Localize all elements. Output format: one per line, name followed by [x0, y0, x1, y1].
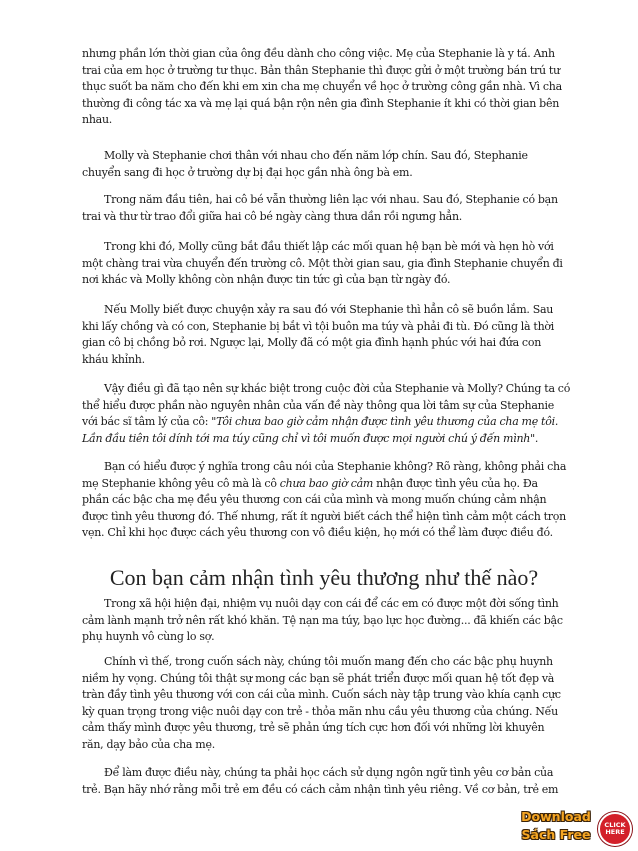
paragraph-quote: Vậy điều gì đã tạo nên sự khác biệt trong cuộc đời của Stephanie và Molly? Chúng ta có thể hiểu được phần nào nguyên nhân của vấn đề này thông qua lời tâm sự của Stephanie với bác sĩ tâm lý của cô: "Tôi chưa bao giờ cảm nhận được tình yêu thương của cha mẹ tôi. Lần đầu tiên tôi dính tới ma túy cũng chỉ vì tôi muốn được mọi người chú ý đến mình".	[82, 382, 571, 445]
paragraph-outcome: Nếu Molly biết được chuyện xảy ra sau đó với Stephanie thì hẳn cô sẽ buồn lắm. Sau khi lấy chồng và có con, Stephanie bị bắt vì tội buôn ma túy và phải đi tù. Đó cũng là thời gian cô bị chồng bỏ rơi. Ngược lại, Molly đã có một gia đình hạnh phúc với hai đứa con kháu khỉnh.	[82, 303, 555, 366]
section-heading: Con bạn cảm nhận tình yêu thương như thế nào?	[109, 565, 539, 590]
paragraph-first-year: Trong năm đầu tiên, hai cô bé vẫn thường liên lạc với nhau. Sau đó, Stephanie có bạn trai và thư từ trao đổi giữa hai cô bé ngày càng thưa dần rồi ngưng hẳn.	[82, 193, 558, 223]
click-here-badge[interactable]: CLICK HERE	[598, 812, 632, 846]
quote-text: "Tôi chưa bao giờ cảm nhận được tình yêu thương của cha mẹ tôi.	[211, 415, 559, 429]
paragraph-new-relationships: Trong khi đó, Molly cũng bắt đầu thiết lập các mối quan hệ bạn bè mới và hẹn hò với một chàng trai vừa chuyển đến trường cô. Một thời gian sau, gia đình Stephanie chuyển đi nơi khác và Molly không còn nhận được tin tức gì của bạn từ ngày đó.	[82, 240, 563, 287]
paragraph-friendship: Molly và Stephanie chơi thân với nhau cho đến năm lớp chín. Sau đó, Stephanie chuyển sang đi học ở trường dự bị đại học gần nhà ông bà em.	[82, 149, 528, 179]
logo-text: Download Sách Free	[521, 809, 591, 842]
paragraph-family-background: nhưng phần lớn thời gian của ông đều dành cho công việc. Mẹ của Stephanie là y tá. Anh trai của em học ở trường tư thục. Bản thân Stephanie thì được gửi ở một trường bán trú tư thục suốt ba năm cho đến khi em xin cha mẹ chuyển về học ở trường công gần nhà. Vì cha thường đi công tác xa và mẹ lại quá bận rộn nên gia đình Stephanie ít khi có thời gian bên nhau.	[82, 47, 562, 127]
paragraph-book-purpose: Chính vì thế, trong cuốn sách này, chúng tôi muốn mang đến cho các bậc phụ huynh niềm hy vọng. Chúng tôi thật sự mong các bạn sẽ phát triển được mối quan hệ tốt đẹp và tràn đầy tình yêu thương với con cái của mình. Cuốn sách này tập trung vào khía cạnh cực kỳ quan trọng trong việc nuôi dạy con trẻ - thỏa mãn nhu cầu yêu thương của chúng. Nếu cảm thấy mình được yêu thương, trẻ sẽ phản ứng tích cực hơn đối với những lời khuyên răn, dạy bảo của cha mẹ.	[82, 655, 561, 751]
paragraph-modern-society: Trong xã hội hiện đại, nhiệm vụ nuôi dạy con cái để các em có được một đời sống tình cảm lành mạnh trở nên rất khó khăn. Tệ nạn ma túy, bạo lực học đường... đã khiến các bậc phụ huynh vô cùng lo sợ.	[82, 597, 563, 644]
paragraph-meaning: Bạn có hiểu được ý nghĩa trong câu nói của Stephanie không? Rõ ràng, không phải cha mẹ Stephanie không yêu cô mà là cô chưa bao giờ cảm nhận được tình yêu của họ. Đa phần các bậc cha mẹ đều yêu thương con cái của mình và mong muốn chúng cảm nhận được tình yêu thương đó. Thế nhưng, rất ít người biết cách thể hiện tình cảm một cách trọn vẹn. Chỉ khi học được cách yêu thương con vô điều kiện, họ mới có thể làm được điều đó.	[82, 460, 567, 540]
paragraph-love-language: Để làm được điều này, chúng ta phải học cách sử dụng ngôn ngữ tình yêu cơ bản của trẻ. Bạn hãy nhớ rằng mỗi trẻ em đều có cách cảm nhận tình yêu riêng. Về cơ bản, trẻ em	[82, 766, 559, 796]
emphasis-text: chưa bao giờ cảm	[279, 476, 374, 490]
download-sach-free-logo[interactable]	[512, 808, 630, 848]
